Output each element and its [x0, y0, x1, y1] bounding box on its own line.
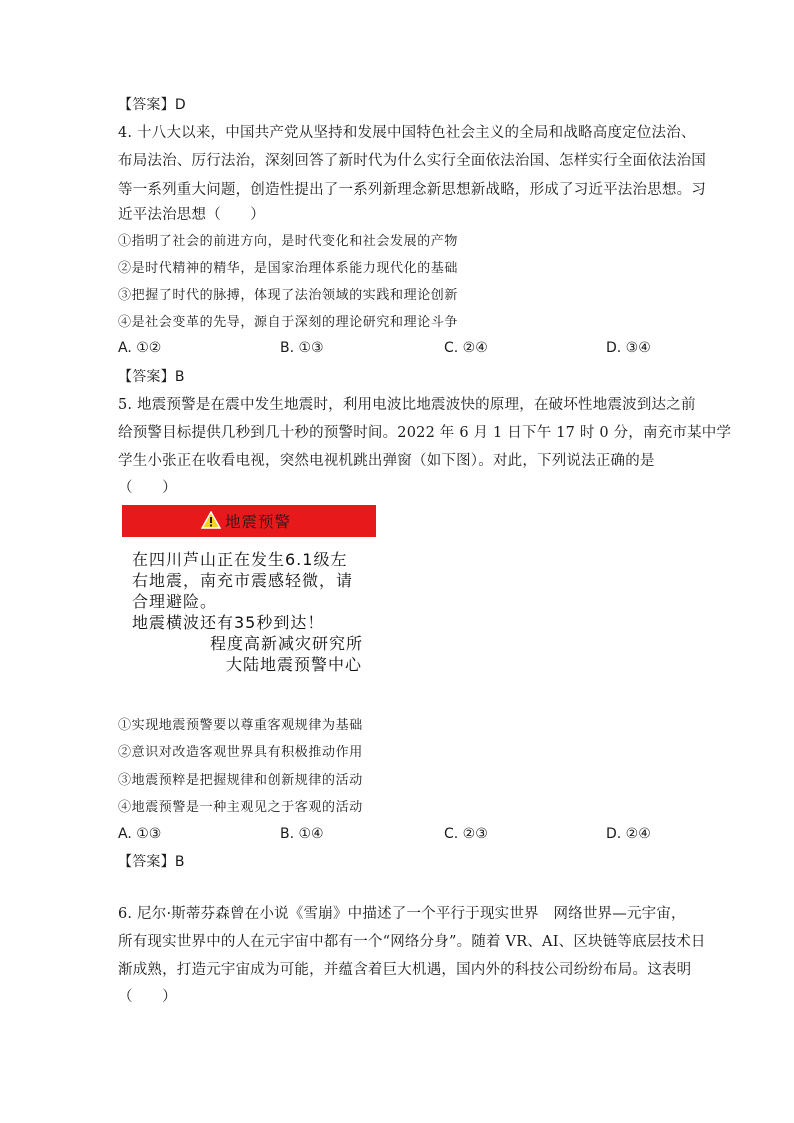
answer-label: 【答案】	[118, 97, 175, 113]
question-5-option-3: ③地震预粹是把握规律和创新规律的活动	[118, 773, 363, 788]
question-4-option-3: ③把握了时代的脉搏，体现了法治领域的实践和理论创新	[118, 288, 459, 303]
choice-a[interactable]: A. ①②	[118, 340, 162, 356]
popup-line-3: 合理避险。	[132, 592, 218, 611]
popup-message	[132, 549, 363, 675]
question-5-option-2: ②意识对改造客观世界具有积极推动作用	[118, 745, 363, 760]
question-5-line-3: 学生小张正在收看电视，突然电视机跳出弹窗（如下图）。对此，下列说法正确的是	[118, 453, 655, 469]
question-5-option-4: ④地震预警是一种主观见之于客观的活动	[118, 800, 363, 815]
answer-line-q5	[118, 852, 185, 872]
popup-line-6: 大陆地震预警中心	[226, 655, 363, 674]
answer-value: D	[174, 97, 186, 113]
popup-line-2: 右地震，南充市震感轻微，请	[132, 571, 354, 590]
question-4-choices	[118, 340, 651, 360]
choice-d[interactable]: D. ②④	[606, 826, 651, 842]
choice-c[interactable]: C. ②③	[444, 826, 488, 842]
question-4-option-4: ④是社会变革的先导，源自于深刻的理论研究和理论斗争	[118, 315, 459, 330]
question-5-line-4: （ ）	[118, 480, 177, 496]
question-6-line-2: 所有现实世界中的人在元宇宙中都有一个“网络分身”。随着 VR、AI、区块链等底层技术日	[118, 934, 706, 950]
popup-header	[122, 505, 376, 537]
choice-c[interactable]: C. ②④	[444, 340, 488, 356]
answer-line-q3	[118, 95, 186, 115]
choice-b[interactable]: B. ①④	[280, 826, 324, 842]
popup-title: 地震预警	[225, 513, 292, 531]
question-4-line-3: 等一系列重大问题，创造性提出了一系列新理念新思想新战略，形成了习近平法治思想。习	[118, 182, 706, 198]
popup-line-5: 程度高新减灾研究所	[210, 634, 364, 653]
question-5-line-2: 给预警目标提供几秒到几十秒的预警时间。2022 年 6 月 1 日下午 17 时 0 分，南充市某中学	[118, 425, 732, 441]
answer-line-q4	[118, 367, 185, 387]
question-5-option-1: ①实现地震预警要以尊重客观规律为基础	[118, 718, 363, 733]
question-4-line-4: 近平法治思想（ ）	[118, 207, 265, 223]
answer-value: B	[174, 854, 185, 870]
question-4-line-1: 4. 十八大以来，中国共产党从坚持和发展中国特色社会主义的全局和战略高度定位法治、	[118, 125, 696, 141]
earthquake-warning-popup	[122, 505, 376, 675]
question-6-line-1: 6. 尼尔·斯蒂芬森曾在小说《雪崩》中描述了一个平行于现实世界 网络世界—元宇宙，	[118, 906, 686, 922]
question-6-line-3: 渐成熟，打造元宇宙成为可能，并蕴含着巨大机遇，国内外的科技公司纷纷布局。这表明	[118, 962, 692, 978]
answer-label: 【答案】	[118, 854, 175, 870]
question-5-line-1: 5. 地震预警是在震中发生地震时，利用电波比地震波快的原理，在破坏性地震波到达之前	[118, 397, 696, 413]
question-5-choices	[118, 826, 651, 846]
answer-label: 【答案】	[118, 369, 175, 385]
question-4-option-2: ②是时代精神的精华，是国家治理体系能力现代化的基础	[118, 261, 459, 276]
warning-triangle-icon	[201, 511, 221, 529]
choice-d[interactable]: D. ③④	[606, 340, 651, 356]
question-4-line-2: 布局法治、厉行法治，深刻回答了新时代为什么实行全面依法治国、怎样实行全面依法治国	[118, 153, 706, 169]
popup-line-4: 地震横波还有35秒到达！	[132, 613, 325, 632]
question-6-line-4: （ ）	[118, 989, 177, 1005]
question-4-option-1: ①指明了社会的前进方向，是时代变化和社会发展的产物	[118, 234, 459, 249]
answer-value: B	[174, 369, 185, 385]
choice-b[interactable]: B. ①③	[280, 340, 324, 356]
popup-line-1: 在四川芦山正在发生6.1级左	[132, 550, 348, 569]
choice-a[interactable]: A. ①③	[118, 826, 162, 842]
